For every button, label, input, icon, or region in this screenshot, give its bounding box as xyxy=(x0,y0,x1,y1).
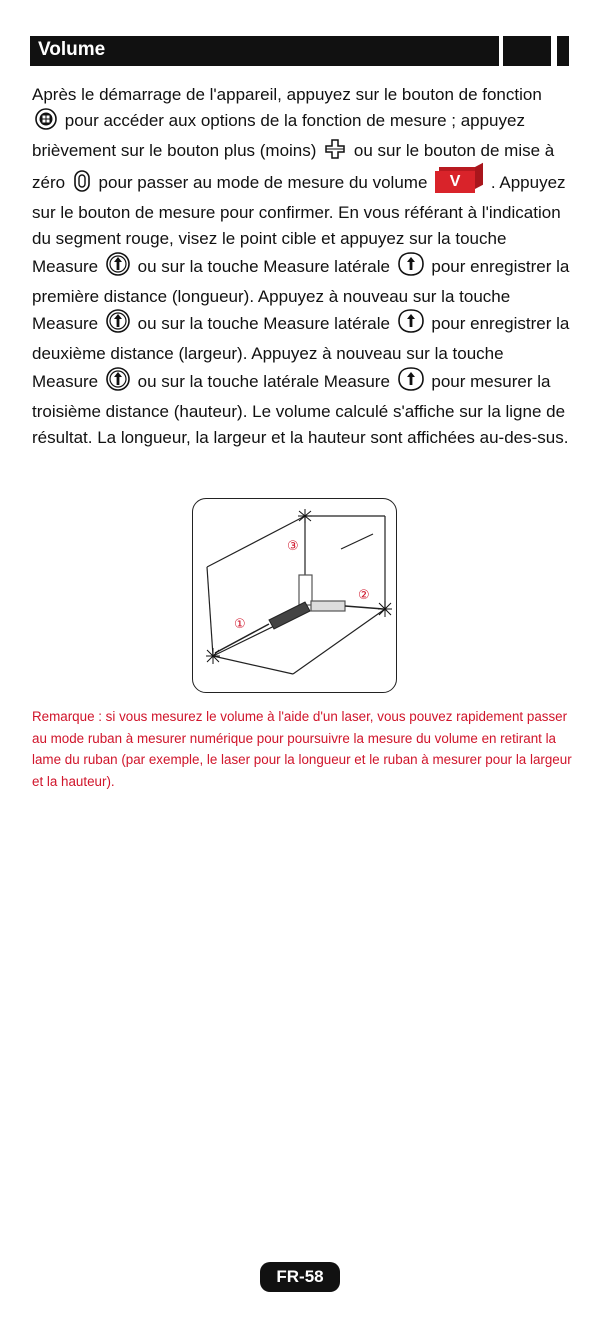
measure-button-icon xyxy=(106,252,130,284)
text-segment: ou sur la touche Measure latérale xyxy=(137,314,390,334)
text-segment: pour enregistrer la première distance (longueur). Appuyez à nouveau sur la touche Measure xyxy=(32,256,570,334)
zero-button-icon xyxy=(73,170,91,200)
side-measure-button-icon xyxy=(398,367,424,399)
section-title: Volume xyxy=(38,39,106,60)
diagram-label-2: ② xyxy=(358,588,370,603)
remark-note: Remarque : si vous mesurez le volume à l'aide d'un laser, vous pouvez rapidement passer au mode ruban à mesurer numérique pour poursuivre la mesure du volume en retirant la lame du ruban (par exemple, le laser pour la longueur et le ruban à mesurer pour la largeur et la hauteur). xyxy=(32,709,572,789)
side-measure-button-icon xyxy=(398,309,424,341)
text-segment: Après le démarrage de l'appareil, appuyez sur le bouton de fonction xyxy=(32,85,542,104)
measure-button-icon xyxy=(106,309,130,341)
diagram-label-1: ① xyxy=(234,617,246,632)
text-segment: ou sur le bouton de mise à zéro xyxy=(32,140,555,193)
text-segment: ou sur la touche Measure latérale xyxy=(137,256,390,276)
text-segment: pour accéder aux options de la fonction de mesure ; appuyez brièvement sur le bouton plus (moins) xyxy=(32,110,525,160)
diagram-label-3: ③ xyxy=(287,539,299,554)
side-measure-button-icon xyxy=(398,252,424,284)
measure-button-icon xyxy=(106,367,130,399)
text-segment: pour enregistrer la deuxième distance (largeur). Appuyez à nouveau sur la touche Measure xyxy=(32,314,570,391)
page-number-badge: FR-58 xyxy=(260,1262,340,1292)
section-title-bar xyxy=(30,36,499,66)
title-decoration-block xyxy=(503,36,551,66)
volume-mode-label: V xyxy=(435,171,475,193)
volume-measurement-diagram xyxy=(192,498,397,693)
text-segment: pour passer au mode de mesure du volume xyxy=(98,173,428,193)
title-decoration-stripe xyxy=(557,36,569,66)
instruction-paragraph xyxy=(32,82,572,450)
function-button-icon xyxy=(35,108,57,138)
text-segment: . Appuyez sur le bouton de mesure pour confirmer. En vous référant à l'indication du segment rouge, visez le point cible et appuyez sur la touche Measure xyxy=(32,173,566,276)
text-segment: ou sur la touche latérale Measure xyxy=(137,371,390,391)
text-segment: pour mesurer la troisième distance (hauteur). Le volume calculé s'affiche sur la ligne de résultat. La longueur, la largeur et la hauteur sont affichées au-des-sus. xyxy=(32,371,569,447)
plus-button-icon xyxy=(324,138,346,168)
volume-mode-icon xyxy=(435,167,483,193)
